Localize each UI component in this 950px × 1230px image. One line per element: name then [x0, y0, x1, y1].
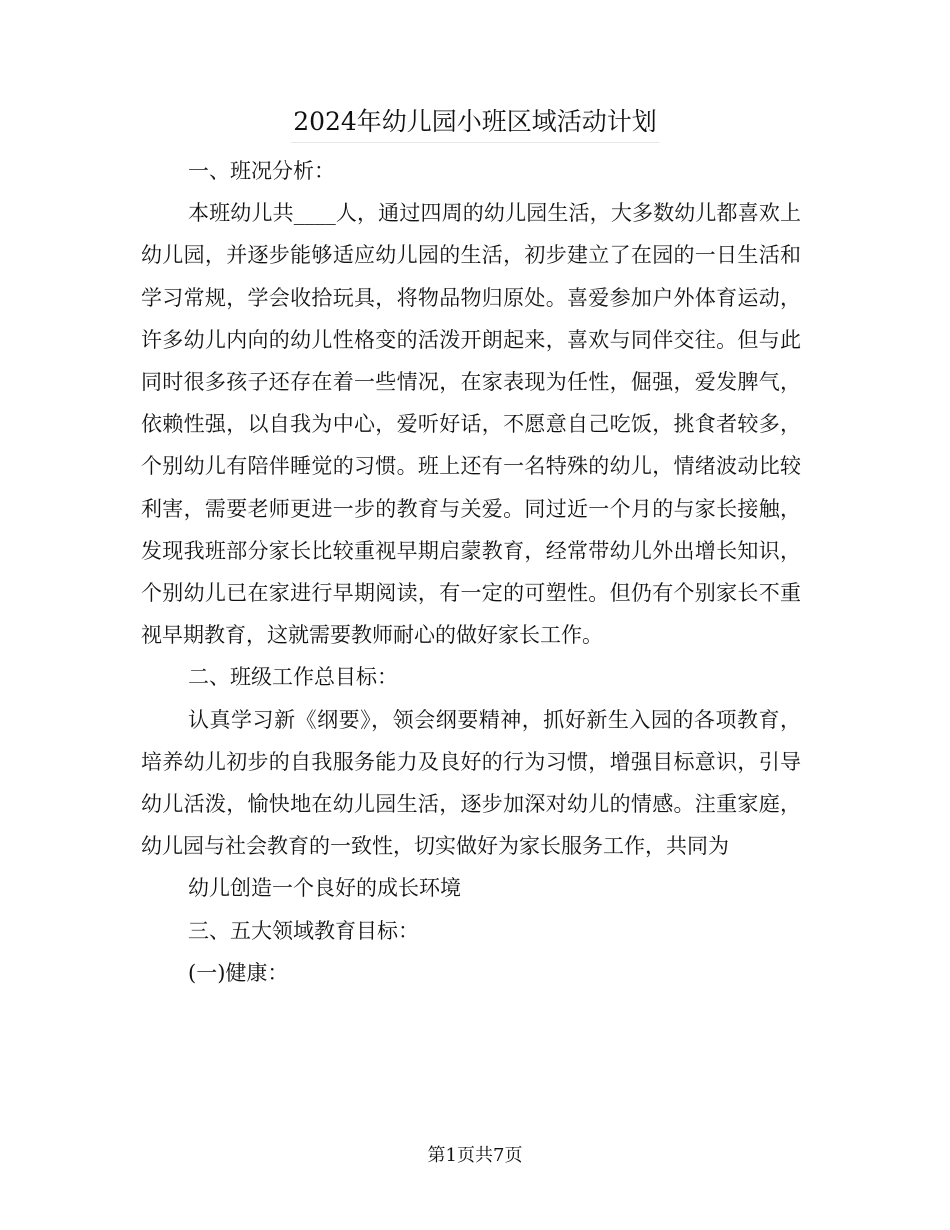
section-2-paragraph: 认真学习新《纲要》，领会纲要精神，抓好新生入园的各项教育，培养幼儿初步的自我服务能力及良好的行为习惯，增强目标意识，引导幼儿活泼，愉快地在幼儿园生活，逐步加深对幼儿的情感。注重家庭，幼儿园与社会教育的一致性，切实做好为家长服务工作，共同为 — [141, 707, 801, 859]
document-title-text: 2024年幼儿园小班区域活动计划 — [291, 104, 659, 143]
section-1-heading: 一、班况分析： — [188, 159, 335, 183]
section-2-paragraph-continued: 幼儿创造一个良好的成长环境 — [188, 876, 461, 901]
section-2-heading: 二、班级工作总目标： — [188, 665, 398, 690]
subsection-health-heading: (一)健康： — [188, 960, 289, 985]
section-3-heading: 三、五大领域教育目标： — [188, 918, 419, 943]
page-number: 第1页共7页 — [427, 1145, 523, 1166]
section-1-paragraph: 本班幼儿共____人，通过四周的幼儿园生活，大多数幼儿都喜欢上幼儿园，并逐步能够适应幼儿园的生活，初步建立了在园的一日生活和学习常规，学会收拾玩具，将物品物归原处。喜爱参加户外体育运动，许多幼儿内向的幼儿性格变的活泼开朗起来，喜欢与同伴交往。但与此同时很多孩子还存在着一些情况，在家表现为任性，倔强，爱发脾气，依赖性强，以自我为中心，爱听好话，不愿意自己吃饭，挑食者较多，个别幼儿有陪伴睡觉的习惯。班上还有一名特殊的幼儿，情绪波动比较利害，需要老师更进一步的教育与关爱。同过近一个月的与家长接触，发现我班部分家长比较重视早期启蒙教育，经常带幼儿外出增长知识，个别幼儿已在家进行早期阅读，有一定的可塑性。但仍有个别家长不重视早期教育，这就需要教师耐心的做好家长工作。 — [141, 201, 801, 648]
document-title — [0, 104, 950, 143]
document-body — [141, 150, 801, 994]
